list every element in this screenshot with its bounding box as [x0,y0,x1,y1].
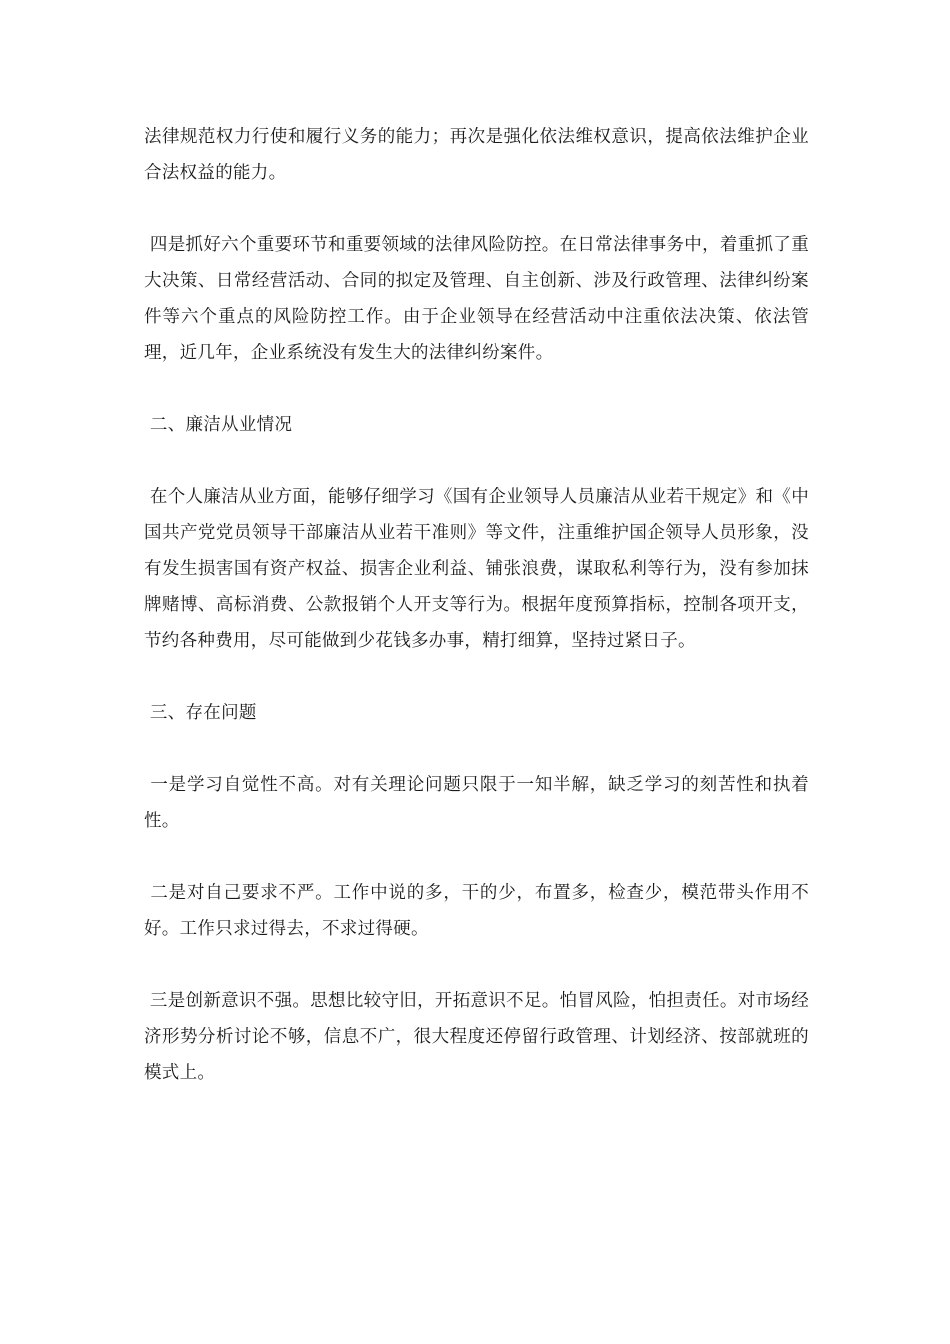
paragraph-problem-self-discipline: 二是对自己要求不严。工作中说的多，干的少，布置多，检查少，模范带头作用不好。工作只求过得去，不求过得硬。 [144,883,809,939]
paragraph-integrity: 在个人廉洁从业方面，能够仔细学习《国有企业领导人员廉洁从业若干规定》和《中国共产党党员领导干部廉洁从业若干准则》等文件，注重维护国企领导人员形象，没有发生损害国有资产权益、损害企业利益、铺张浪费，谋取私利等行为，没有参加抹牌赌博、高标消费、公款报销个人开支等行为。根据年度预算指标，控制各项开支，节约各种费用，尽可能做到少花钱多办事，精打细算，坚持过紧日子。 [144,487,809,651]
document-body [144,119,809,1127]
paragraph-legal-risk-control: 四是抓好六个重要环节和重要领域的法律风险防控。在日常法律事务中，着重抓了重大决策、日常经营活动、合同的拟定及管理、自主创新、涉及行政管理、法律纠纷案件等六个重点的风险防控工作。由于企业领导在经营活动中注重依法决策、依法管理，近几年，企业系统没有发生大的法律纠纷案件。 [144,235,809,363]
section-heading-problems: 三、存在问题 [144,703,257,723]
section-heading-integrity: 二、廉洁从业情况 [144,415,293,435]
paragraph-legal-ability: 法律规范权力行使和履行义务的能力；再次是强化依法维权意识，提高依法维护企业合法权益的能力。 [144,127,809,183]
paragraph-problem-innovation: 三是创新意识不强。思想比较守旧，开拓意识不足。怕冒风险，怕担责任。对市场经济形势分析讨论不够，信息不广，很大程度还停留行政管理、计划经济、按部就班的模式上。 [144,991,809,1083]
paragraph-problem-study: 一是学习自觉性不高。对有关理论问题只限于一知半解，缺乏学习的刻苦性和执着性。 [144,775,809,831]
